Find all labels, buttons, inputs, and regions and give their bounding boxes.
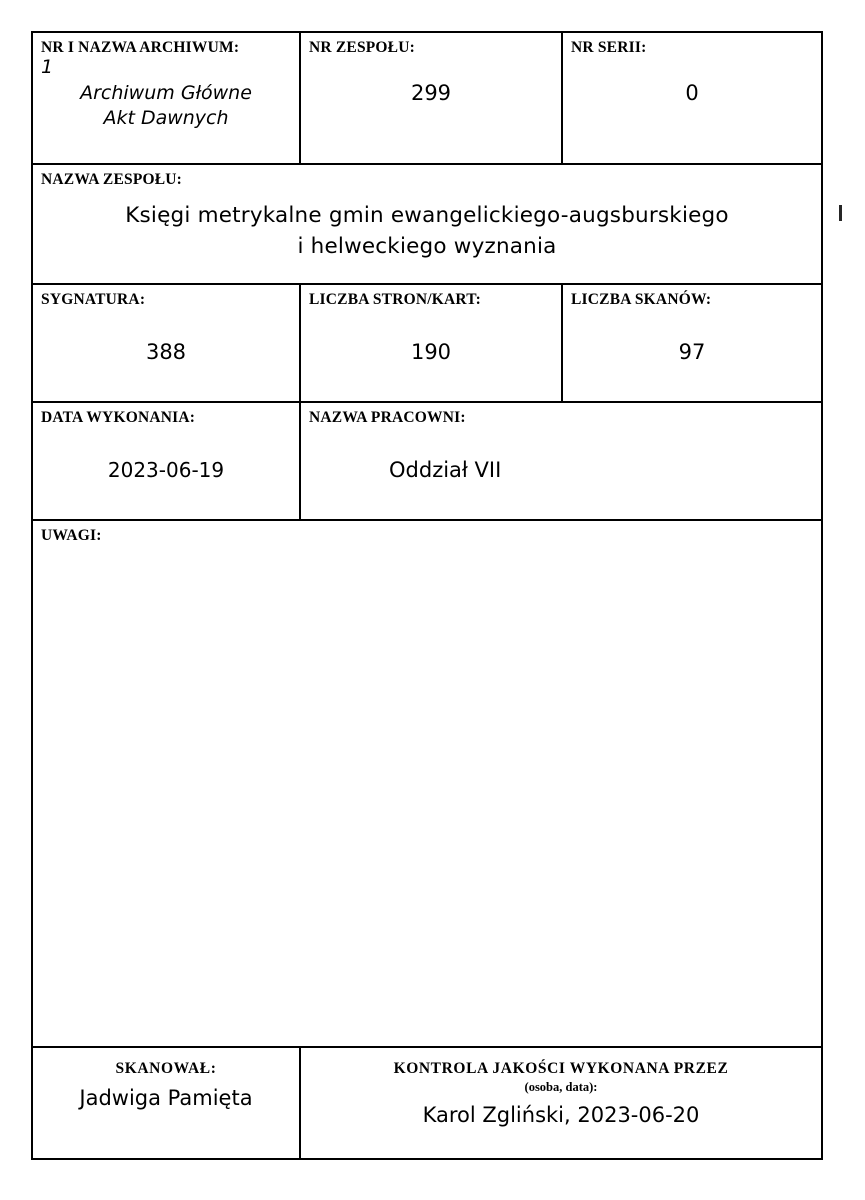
date-cell [33,403,301,519]
fond-name-label: NAZWA ZESPOŁU: [41,171,183,188]
pages-label: LICZBA STRON/KART: [309,291,482,308]
fond-name-cell [33,165,821,283]
date-label: DATA WYKONANIA: [41,409,196,426]
archive-cell [33,33,301,163]
date-value: 2023-06-19 [107,458,225,483]
form-row-archive [33,33,821,165]
archive-label: NR I NAZWA ARCHIWUM: [41,39,240,56]
form-row-remarks [33,521,821,1048]
form-row-footer [33,1048,821,1158]
scanned-by-label: SKANOWAŁ: [115,1060,217,1077]
series-number-value: 0 [685,81,699,106]
scans-cell [563,285,821,401]
remarks-label: UWAGI: [41,527,102,544]
fond-number-value: 299 [410,81,452,106]
quality-control-cell [301,1048,821,1158]
scan-metadata-form [31,31,823,1160]
workshop-label: NAZWA PRACOWNI: [309,409,466,426]
series-number-cell [563,33,821,163]
signature-value: 388 [145,340,187,365]
workshop-cell [301,403,821,519]
page-edge-mark [839,205,842,221]
fond-number-cell [301,33,563,163]
scanned-by-value: Jadwiga Pamięta [79,1086,253,1110]
pages-cell [301,285,563,401]
scans-value: 97 [678,340,706,365]
form-row-fond-name [33,165,821,285]
fond-number-label: NR ZESPOŁU: [309,39,415,56]
form-row-date-workshop [33,403,821,521]
fond-name-line1: Księgi metrykalne gmin ewangelickiego-augsburskiego [125,203,729,229]
fond-name-value [41,200,813,262]
scanned-by-cell [33,1048,301,1158]
workshop-value: Oddział VII [389,458,502,483]
fond-name-line2: i helweckiego wyznania [297,234,557,260]
archive-name-value [41,81,291,130]
archive-name-line1: Archiwum Główne [80,81,252,104]
archive-name-line2: Akt Dawnych [103,106,229,129]
quality-control-label: KONTROLA JAKOŚCI WYKONANA PRZEZ [393,1060,729,1077]
quality-control-sublabel: (osoba, data): [524,1080,598,1094]
scans-label: LICZBA SKANÓW: [571,291,712,308]
quality-control-value: Karol Zgliński, 2023-06-20 [422,1103,700,1127]
form-row-counts [33,285,821,403]
pages-value: 190 [410,340,452,365]
series-number-label: NR SERII: [571,39,647,56]
remarks-cell [33,521,821,1046]
signature-cell [33,285,301,401]
archive-number-value: 1 [41,56,54,79]
signature-label: SYGNATURA: [41,291,146,308]
